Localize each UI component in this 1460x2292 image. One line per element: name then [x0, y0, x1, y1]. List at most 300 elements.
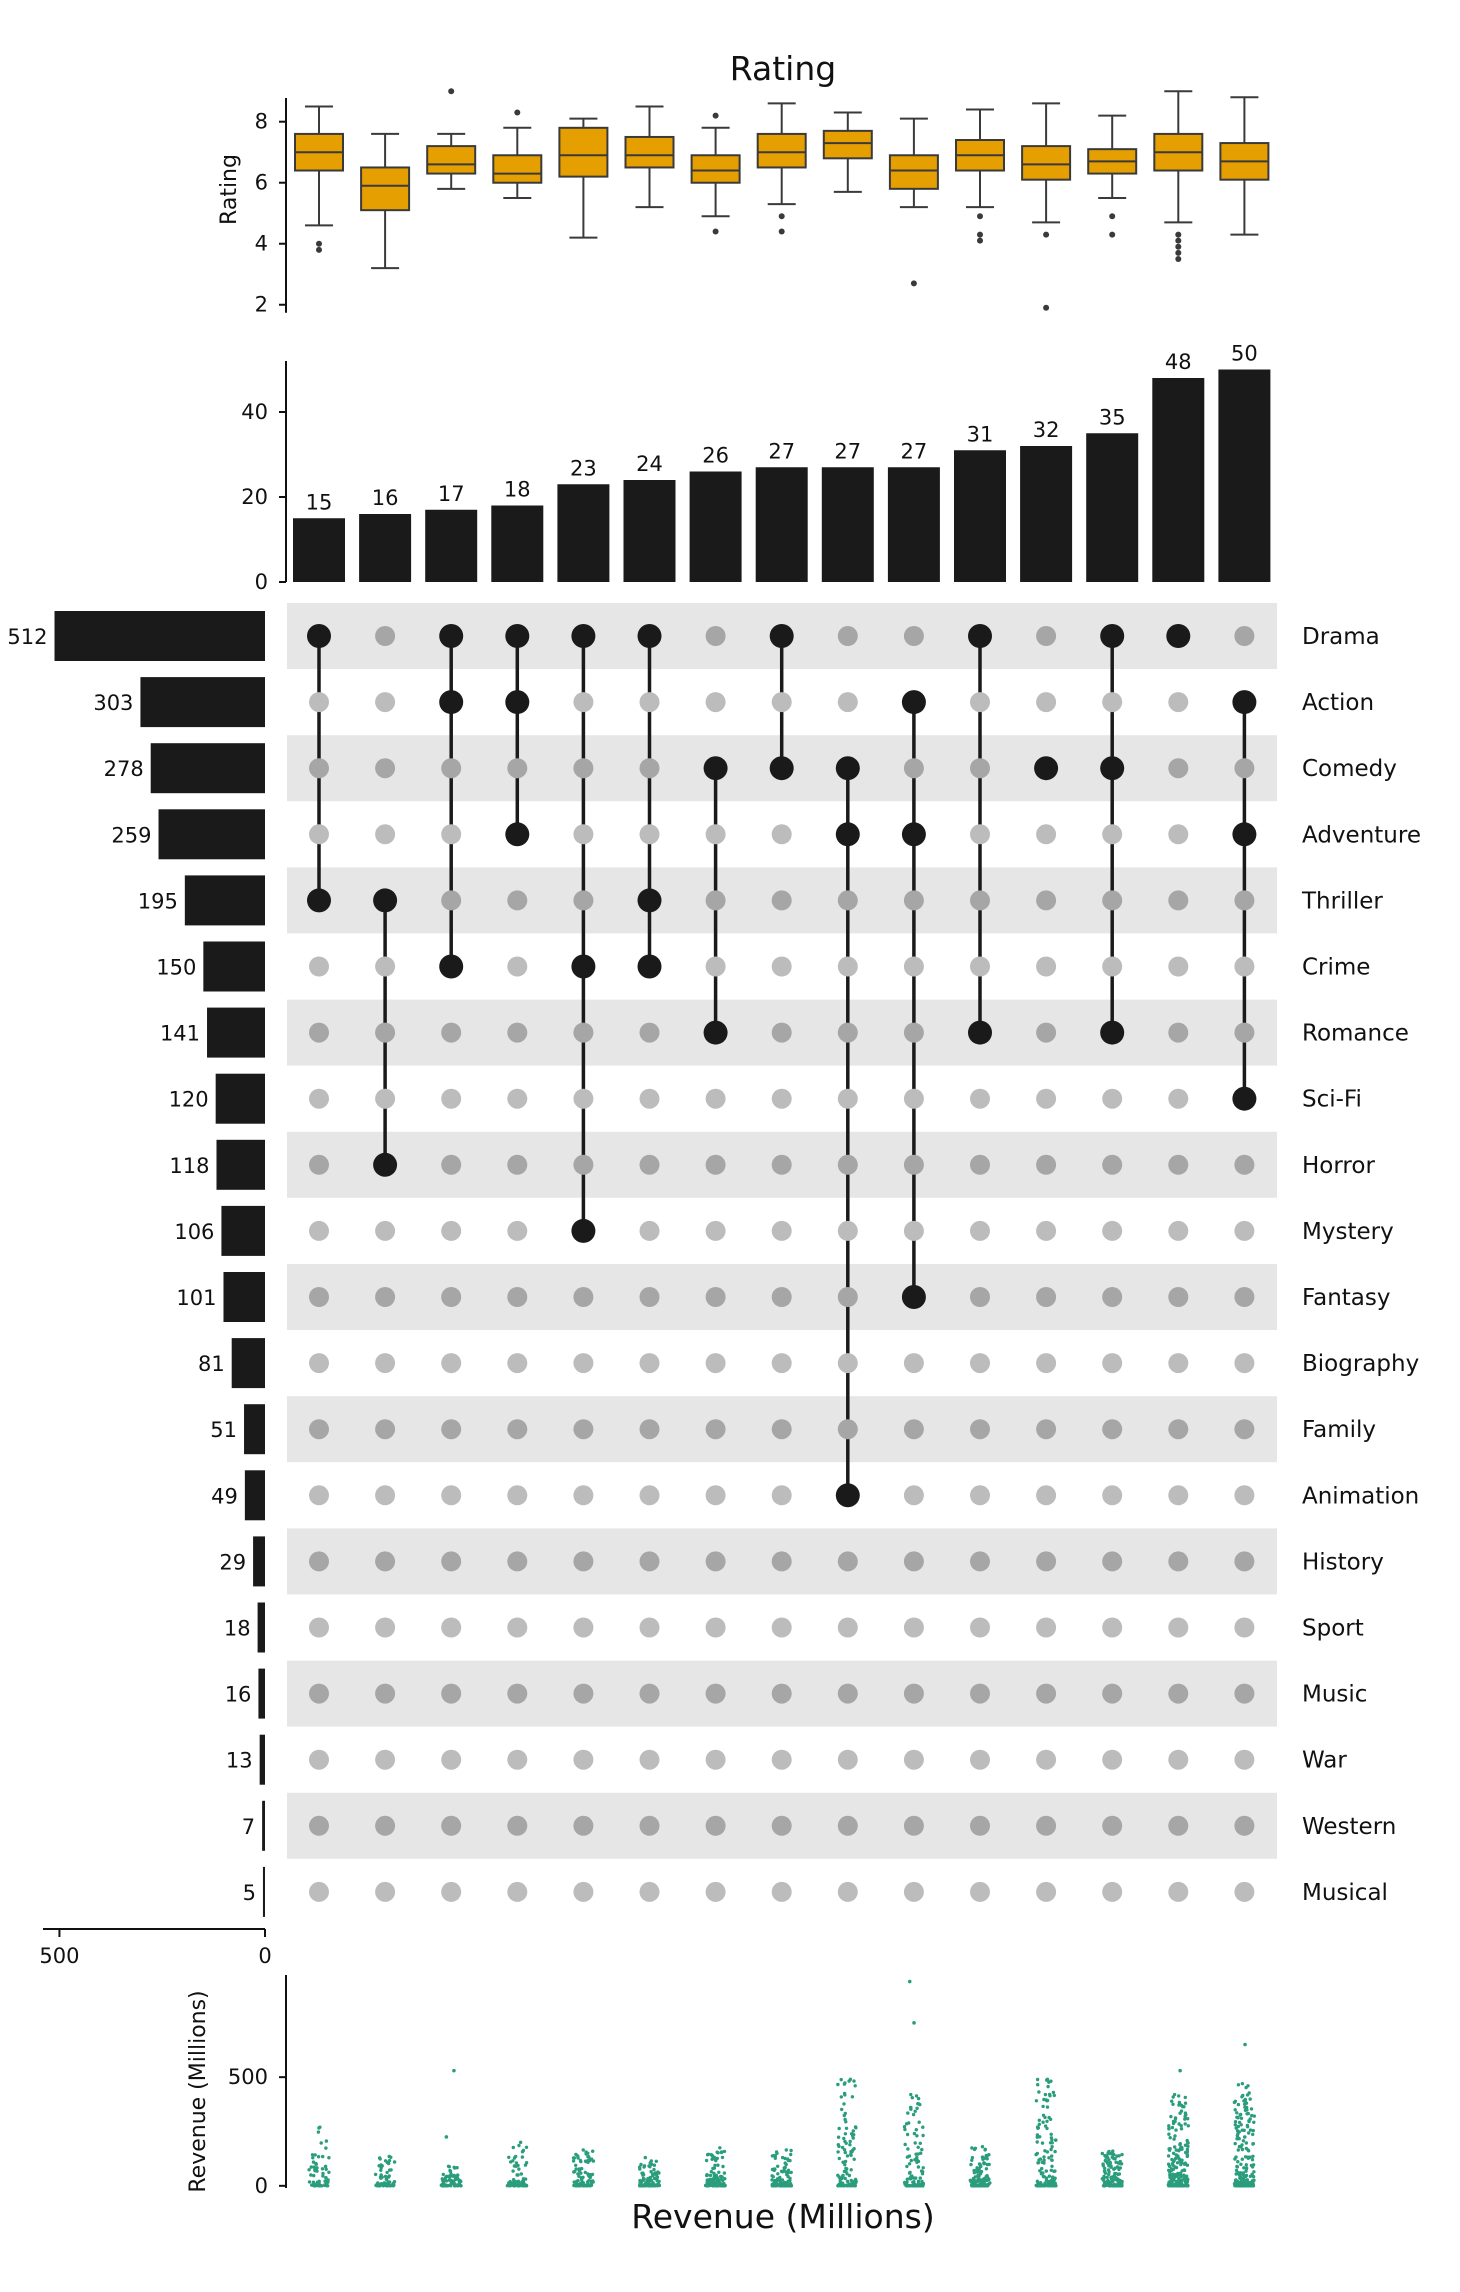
- matrix-dot-inactive: [507, 1287, 527, 1307]
- matrix-dot-inactive: [838, 957, 858, 977]
- revenue-point: [913, 2158, 916, 2161]
- revenue-point: [909, 2175, 912, 2178]
- intersection-count-label: 26: [702, 443, 729, 468]
- matrix-dot-inactive: [573, 1816, 593, 1836]
- revenue-point: [845, 2127, 848, 2130]
- matrix-dot-inactive: [706, 1089, 726, 1109]
- revenue-point: [445, 2179, 448, 2182]
- rating-box: [295, 106, 343, 252]
- revenue-point: [723, 2150, 726, 2153]
- revenue-point: [586, 2182, 589, 2185]
- set-size-bar: [245, 1470, 265, 1520]
- revenue-point: [772, 2182, 775, 2185]
- matrix-dot-inactive: [706, 1750, 726, 1770]
- revenue-point: [716, 2151, 719, 2154]
- revenue-point: [1047, 2116, 1050, 2119]
- box-flier: [514, 110, 520, 116]
- box-flier: [1175, 244, 1181, 250]
- matrix-dot-inactive: [507, 957, 527, 977]
- matrix-dot-inactive: [441, 1684, 461, 1704]
- revenue-point: [910, 2159, 913, 2162]
- intersection-count-label: 24: [636, 452, 663, 476]
- revenue-point: [517, 2180, 520, 2183]
- revenue-point: [790, 2171, 793, 2174]
- revenue-point: [982, 2161, 985, 2164]
- matrix-dot-inactive: [1036, 1618, 1056, 1638]
- revenue-point: [516, 2173, 519, 2176]
- rating-box: [890, 119, 938, 287]
- matrix-dot-inactive: [507, 1023, 527, 1043]
- revenue-point: [445, 2135, 449, 2139]
- revenue-point: [1046, 2150, 1049, 2153]
- revenue-point: [716, 2164, 719, 2167]
- revenue-point: [1252, 2121, 1255, 2124]
- box-flier: [1043, 305, 1049, 311]
- matrix-dot-inactive: [375, 1750, 395, 1770]
- matrix-dot-inactive: [1102, 1419, 1122, 1439]
- revenue-point: [522, 2177, 525, 2180]
- box-flier: [911, 280, 917, 286]
- matrix-dot-inactive: [970, 1551, 990, 1571]
- revenue-point: [845, 2142, 848, 2145]
- box-y-tick-label: 4: [254, 231, 268, 256]
- revenue-point: [509, 2184, 512, 2187]
- revenue-point: [912, 2180, 915, 2183]
- revenue-strip: [704, 2146, 727, 2187]
- revenue-point: [837, 2183, 840, 2186]
- revenue-point: [838, 2157, 841, 2160]
- revenue-point: [790, 2184, 793, 2187]
- matrix-dot-inactive: [838, 1750, 858, 1770]
- revenue-point: [843, 2082, 846, 2085]
- revenue-point: [778, 2184, 781, 2187]
- revenue-point: [1247, 2131, 1250, 2134]
- revenue-point: [379, 2177, 382, 2180]
- matrix-dot-inactive: [507, 1221, 527, 1241]
- revenue-point: [1037, 2090, 1040, 2093]
- revenue-point: [1187, 2124, 1190, 2127]
- revenue-point: [1050, 2165, 1053, 2168]
- revenue-point: [311, 2156, 314, 2159]
- revenue-point: [1177, 2157, 1180, 2160]
- revenue-point: [713, 2177, 716, 2180]
- matrix-dot-inactive: [1234, 1419, 1254, 1439]
- matrix-dot-active: [704, 1021, 728, 1045]
- revenue-point: [307, 2168, 310, 2171]
- box-title: Rating: [729, 49, 837, 88]
- matrix-dot-inactive: [838, 1618, 858, 1638]
- matrix-dot-inactive: [772, 1089, 792, 1109]
- revenue-point: [1180, 2179, 1183, 2182]
- revenue-point: [788, 2179, 791, 2182]
- revenue-point: [849, 2140, 852, 2143]
- matrix-dot-inactive: [970, 1882, 990, 1902]
- matrix-dot-inactive: [1234, 626, 1254, 646]
- revenue-strip: [969, 2145, 992, 2187]
- revenue-point: [1036, 2152, 1039, 2155]
- revenue-point: [978, 2179, 981, 2182]
- revenue-point: [1117, 2184, 1120, 2187]
- revenue-point: [906, 2178, 909, 2181]
- set-name-label: Action: [1302, 690, 1375, 717]
- matrix-dot-inactive: [904, 1551, 924, 1571]
- revenue-point: [1233, 2101, 1236, 2104]
- matrix-dot-inactive: [838, 1287, 858, 1307]
- revenue-point: [1046, 2085, 1049, 2088]
- matrix-dot-inactive: [772, 1353, 792, 1373]
- revenue-point: [638, 2167, 641, 2170]
- matrix-dot-inactive: [441, 1155, 461, 1175]
- revenue-point: [1184, 2151, 1187, 2154]
- matrix-dot-inactive: [1234, 1485, 1254, 1505]
- matrix-dot-inactive: [772, 1287, 792, 1307]
- revenue-point: [1233, 2182, 1236, 2185]
- revenue-point: [1046, 2105, 1049, 2108]
- matrix-dot-inactive: [309, 1750, 329, 1770]
- matrix-dot-inactive: [441, 824, 461, 844]
- revenue-point: [1248, 2156, 1251, 2159]
- revenue-point: [1050, 2179, 1053, 2182]
- revenue-point: [853, 2158, 856, 2161]
- revenue-point: [908, 1980, 912, 1984]
- revenue-point: [1244, 2175, 1247, 2178]
- revenue-point: [1177, 2180, 1180, 2183]
- revenue-point: [1102, 2164, 1105, 2167]
- revenue-point: [915, 2134, 918, 2137]
- revenue-point: [776, 2172, 779, 2175]
- revenue-point: [986, 2176, 989, 2179]
- set-name-label: Fantasy: [1302, 1285, 1391, 1311]
- revenue-point: [1052, 2170, 1055, 2173]
- matrix-dot-inactive: [640, 1551, 660, 1571]
- matrix-dot-inactive: [772, 1882, 792, 1902]
- revenue-strip: [1101, 2149, 1124, 2187]
- matrix-dot-active: [1166, 624, 1190, 648]
- revenue-point: [721, 2179, 724, 2182]
- matrix-dot-inactive: [1234, 1750, 1254, 1770]
- revenue-point: [517, 2167, 520, 2170]
- scatter-y-axis-label: Revenue (Millions): [186, 1990, 211, 2193]
- revenue-point: [448, 2179, 451, 2182]
- revenue-point: [392, 2184, 395, 2187]
- matrix-dot-inactive: [970, 758, 990, 778]
- revenue-point: [1184, 2144, 1187, 2147]
- revenue-point: [1169, 2136, 1172, 2139]
- matrix-dot-inactive: [1168, 1089, 1188, 1109]
- revenue-point: [1182, 2174, 1185, 2177]
- revenue-point: [852, 2079, 855, 2082]
- revenue-point: [914, 2153, 917, 2156]
- revenue-point: [1042, 2155, 1045, 2158]
- revenue-point: [1174, 2128, 1177, 2131]
- matrix-dot-inactive: [970, 824, 990, 844]
- revenue-point: [709, 2174, 712, 2177]
- matrix-dot-inactive: [573, 1023, 593, 1043]
- revenue-point: [590, 2180, 593, 2183]
- matrix-dot-inactive: [1234, 957, 1254, 977]
- matrix-dot-active: [1232, 822, 1256, 846]
- matrix-dot-inactive: [309, 824, 329, 844]
- revenue-point: [315, 2169, 318, 2172]
- set-size-bar: [55, 611, 265, 661]
- revenue-point: [318, 2125, 321, 2128]
- matrix-dot-inactive: [375, 692, 395, 712]
- revenue-point: [1050, 2154, 1053, 2157]
- revenue-point: [973, 2184, 976, 2187]
- revenue-point: [576, 2154, 579, 2157]
- box-iqr: [1022, 146, 1070, 180]
- revenue-point: [326, 2178, 329, 2181]
- revenue-point: [1106, 2176, 1109, 2179]
- matrix-dot-inactive: [573, 1155, 593, 1175]
- intersection-bar: [1020, 446, 1072, 582]
- revenue-point: [507, 2156, 510, 2159]
- matrix-dot-inactive: [772, 1618, 792, 1638]
- matrix-dot-inactive: [375, 1287, 395, 1307]
- revenue-point: [1113, 2172, 1116, 2175]
- revenue-point: [1241, 2082, 1244, 2085]
- revenue-point: [388, 2159, 391, 2162]
- revenue-point: [577, 2175, 580, 2178]
- scatter-y-tick-label: 500: [227, 2065, 268, 2090]
- revenue-point: [1108, 2152, 1111, 2155]
- revenue-point: [705, 2159, 708, 2162]
- revenue-point: [836, 2083, 839, 2086]
- matrix-dot-inactive: [573, 1618, 593, 1638]
- matrix-dot-inactive: [772, 1221, 792, 1241]
- revenue-point: [780, 2170, 783, 2173]
- revenue-point: [1178, 2069, 1182, 2073]
- intersection-bar: [954, 450, 1006, 582]
- revenue-point: [579, 2172, 582, 2175]
- box-y-tick-label: 2: [254, 292, 268, 317]
- matrix-dot-inactive: [1036, 1221, 1056, 1241]
- intersection-count-label: 31: [966, 422, 994, 447]
- matrix-dot-inactive: [375, 1353, 395, 1373]
- matrix-dot-active: [704, 756, 728, 780]
- revenue-point: [844, 2167, 847, 2170]
- revenue-point: [705, 2173, 708, 2176]
- matrix-dot-inactive: [904, 1155, 924, 1175]
- box-y-axis-label: Rating: [217, 154, 242, 225]
- revenue-point: [1178, 2101, 1181, 2104]
- revenue-point: [658, 2184, 661, 2187]
- matrix-dot-active: [836, 1483, 860, 1507]
- matrix-dot-inactive: [375, 1551, 395, 1571]
- revenue-point: [1041, 2171, 1044, 2174]
- matrix-dot-inactive: [1168, 1287, 1188, 1307]
- revenue-point: [786, 2175, 789, 2178]
- revenue-point: [710, 2153, 713, 2156]
- revenue-point: [721, 2184, 724, 2187]
- revenue-point: [640, 2172, 643, 2175]
- matrix-dot-inactive: [375, 1023, 395, 1043]
- rating-box: [626, 106, 674, 207]
- revenue-point: [325, 2168, 328, 2171]
- revenue-point: [840, 2095, 843, 2098]
- box-iqr: [890, 155, 938, 189]
- revenue-point: [1114, 2161, 1117, 2164]
- revenue-point: [1104, 2155, 1107, 2158]
- matrix-dot-inactive: [904, 1023, 924, 1043]
- matrix-dot-inactive: [772, 1551, 792, 1571]
- matrix-dot-active: [571, 1219, 595, 1243]
- revenue-point: [1186, 2141, 1189, 2144]
- set-size-label: 303: [93, 691, 134, 716]
- revenue-point: [706, 2178, 709, 2181]
- intersection-count-label: 18: [503, 477, 531, 502]
- revenue-point: [1052, 2091, 1055, 2094]
- set-size-bar: [203, 942, 265, 992]
- revenue-point: [905, 2165, 908, 2168]
- revenue-point: [850, 2168, 853, 2171]
- revenue-point: [1173, 2093, 1176, 2096]
- box-y-tick-label: 8: [254, 109, 268, 134]
- revenue-point: [511, 2169, 514, 2172]
- matrix-dot-inactive: [904, 1882, 924, 1902]
- revenue-point: [514, 2155, 517, 2158]
- matrix-dot-inactive: [1234, 1287, 1254, 1307]
- revenue-point: [1046, 2184, 1049, 2187]
- revenue-point: [523, 2183, 526, 2186]
- revenue-point: [1171, 2162, 1174, 2165]
- set-size-label: 18: [223, 1616, 251, 1641]
- intersection-count-label: 27: [768, 439, 796, 464]
- revenue-point: [778, 2178, 781, 2181]
- matrix-dot-inactive: [772, 1155, 792, 1175]
- matrix-dot-inactive: [838, 1221, 858, 1241]
- revenue-point: [917, 2097, 920, 2100]
- revenue-point: [582, 2148, 585, 2151]
- revenue-point: [1173, 2120, 1176, 2123]
- matrix-dot-inactive: [970, 1089, 990, 1109]
- revenue-point: [1182, 2105, 1185, 2108]
- matrix-dot-inactive: [507, 758, 527, 778]
- revenue-point: [1240, 2117, 1243, 2120]
- revenue-point: [1050, 2145, 1053, 2148]
- matrix-dot-inactive: [1036, 1419, 1056, 1439]
- revenue-point: [382, 2184, 385, 2187]
- set-size-bar: [258, 1669, 265, 1719]
- rating-box: [1088, 116, 1136, 238]
- revenue-strip: [1167, 2069, 1190, 2188]
- revenue-point: [319, 2184, 322, 2187]
- revenue-point: [1113, 2167, 1116, 2170]
- matrix-dot-inactive: [573, 1750, 593, 1770]
- revenue-point: [1184, 2113, 1187, 2116]
- matrix-dot-inactive: [904, 1684, 924, 1704]
- revenue-point: [579, 2160, 582, 2163]
- scatter-y-tick-label: 0: [254, 2173, 268, 2198]
- revenue-point: [1243, 2043, 1247, 2047]
- matrix-dot-inactive: [1102, 1684, 1122, 1704]
- revenue-point: [1036, 2133, 1039, 2136]
- matrix-dot-inactive: [706, 692, 726, 712]
- revenue-point: [1235, 2111, 1238, 2114]
- revenue-point: [312, 2174, 315, 2177]
- set-size-bar: [260, 1735, 265, 1785]
- revenue-point: [1234, 2120, 1237, 2123]
- revenue-point: [986, 2157, 989, 2160]
- matrix-dot-inactive: [441, 1353, 461, 1373]
- revenue-point: [915, 2128, 918, 2131]
- set-name-label: Sci-Fi: [1302, 1086, 1362, 1113]
- revenue-point: [921, 2134, 924, 2137]
- revenue-point: [1046, 2078, 1049, 2081]
- set-name-label: Comedy: [1302, 756, 1397, 783]
- revenue-point: [720, 2151, 723, 2154]
- revenue-point: [1252, 2163, 1255, 2166]
- revenue-strip: [903, 1980, 925, 2188]
- revenue-point: [317, 2130, 320, 2133]
- revenue-point: [781, 2156, 784, 2159]
- matrix-dot-inactive: [1036, 890, 1056, 910]
- matrix-dot-inactive: [1036, 1485, 1056, 1505]
- revenue-point: [854, 2126, 857, 2129]
- box-flier: [448, 88, 454, 94]
- revenue-point: [1113, 2157, 1116, 2160]
- revenue-strip: [1034, 2078, 1057, 2188]
- revenue-point: [914, 2141, 917, 2144]
- rating-box: [1220, 97, 1268, 234]
- matrix-dot-active: [902, 690, 926, 714]
- matrix-dot-inactive: [640, 1618, 660, 1638]
- revenue-point: [1247, 2120, 1250, 2123]
- revenue-point: [1251, 2142, 1254, 2145]
- matrix-dot-active: [638, 624, 662, 648]
- revenue-point: [515, 2165, 518, 2168]
- matrix-dot-inactive: [507, 1882, 527, 1902]
- box-flier: [316, 241, 322, 247]
- box-iqr: [824, 131, 872, 158]
- matrix-dot-inactive: [970, 1419, 990, 1439]
- matrix-dot-active: [1100, 756, 1124, 780]
- matrix-dot-inactive: [640, 1684, 660, 1704]
- matrix-dot-inactive: [838, 1155, 858, 1175]
- matrix-dot-active: [505, 624, 529, 648]
- revenue-point: [1167, 2127, 1170, 2130]
- box-y-tick-label: 6: [254, 170, 268, 195]
- matrix-dot-inactive: [970, 1155, 990, 1175]
- revenue-point: [1172, 2152, 1175, 2155]
- revenue-point: [1186, 2184, 1189, 2187]
- intersection-bar: [557, 484, 609, 582]
- scatter-x-axis-label: Revenue (Millions): [631, 2197, 935, 2236]
- matrix-dot-inactive: [441, 1618, 461, 1638]
- revenue-point: [1236, 2160, 1239, 2163]
- revenue-point: [520, 2172, 523, 2175]
- matrix-dot-inactive: [706, 1287, 726, 1307]
- matrix-dot-inactive: [1234, 1684, 1254, 1704]
- revenue-point: [310, 2165, 313, 2168]
- revenue-point: [458, 2182, 461, 2185]
- set-name-label: Music: [1302, 1681, 1368, 1708]
- set-size-label: 16: [224, 1682, 252, 1707]
- revenue-point: [1238, 2130, 1241, 2133]
- revenue-point: [1168, 2147, 1171, 2150]
- matrix-dot-inactive: [309, 957, 329, 977]
- revenue-point: [982, 2157, 985, 2160]
- revenue-point: [779, 2181, 782, 2184]
- intersection-bar: [1152, 378, 1204, 582]
- revenue-point: [979, 2184, 982, 2187]
- rating-box: [493, 110, 541, 198]
- revenue-point: [1251, 2155, 1254, 2158]
- revenue-point: [448, 2169, 451, 2172]
- box-iqr: [626, 137, 674, 168]
- revenue-point: [309, 2173, 312, 2176]
- matrix-dot-inactive: [375, 1816, 395, 1836]
